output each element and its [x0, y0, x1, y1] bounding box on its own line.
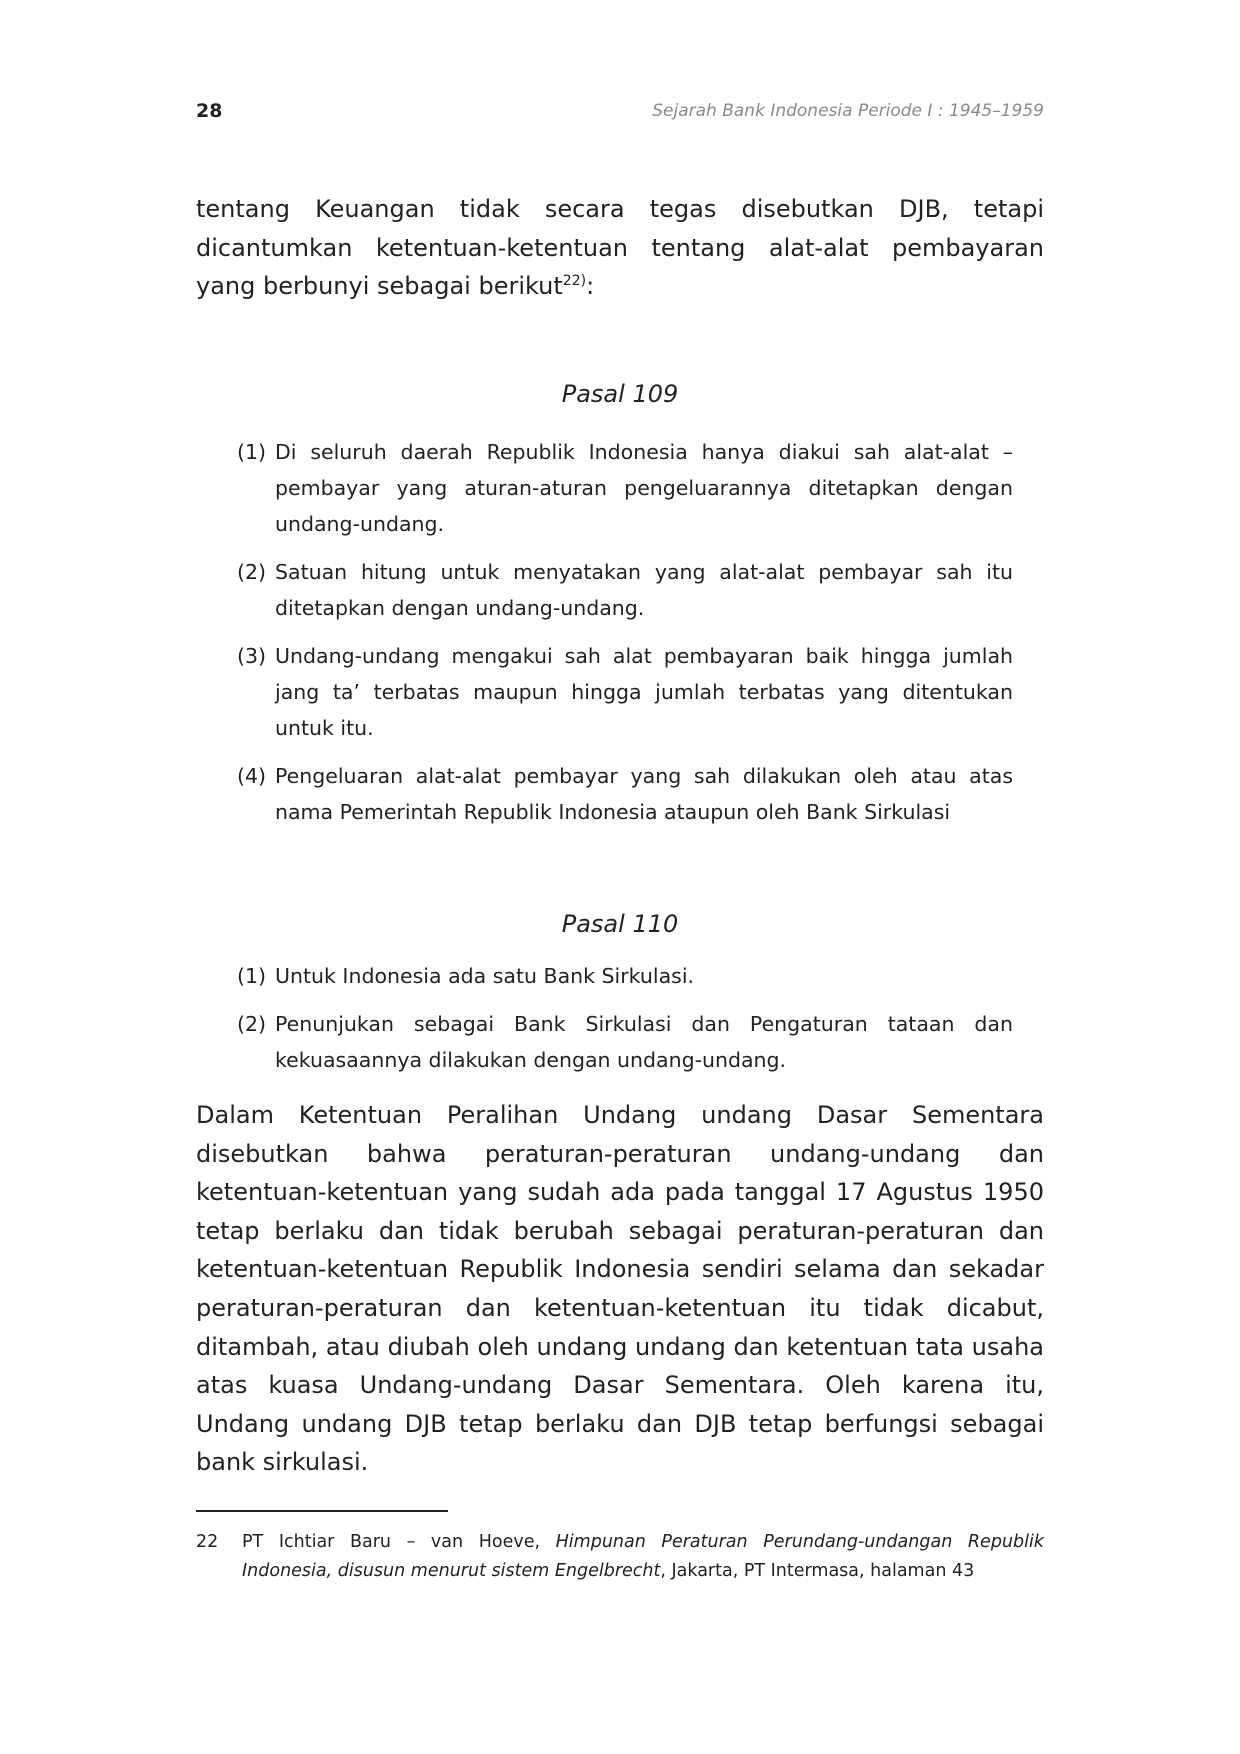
clause-item	[237, 554, 1013, 626]
intro-colon: :	[586, 272, 595, 300]
clause-number: (1)	[237, 440, 267, 464]
clause-item	[237, 958, 1013, 994]
intro-text: tentang Keuangan tidak secara tegas disebutkan DJB, tetapi dicantumkan ketentuan-ketentuan tentang alat-alat pembayaran yang berbunyi sebagai berikut	[196, 195, 1044, 300]
footnote-publisher: PT Ichtiar Baru – van Hoeve,	[242, 1532, 556, 1552]
footnote-reference[interactable]: 22)	[562, 273, 587, 289]
clause-item	[237, 434, 1013, 542]
clause-item	[237, 758, 1013, 830]
article-title-109: Pasal 109	[561, 380, 679, 408]
intro-paragraph	[196, 190, 1044, 306]
article-title-110: Pasal 110	[561, 910, 679, 938]
clause-number: (3)	[237, 644, 267, 668]
clause-number: (2)	[237, 1012, 267, 1036]
article-109-clauses	[237, 434, 1013, 842]
footnote-book-title: Himpunan Peraturan Perundang-undangan Republik Indonesia, disusun menurut sistem Engelbrecht	[242, 1532, 1044, 1581]
conclusion-paragraph: Dalam Ketentuan Peralihan Undang undang Dasar Sementara disebutkan bahwa peraturan-peraturan undang-undang dan ketentuan-ketentuan yang sudah ada pada tanggal 17 Agustus 1950 tetap berlaku dan tidak berubah sebagai peraturan-peraturan dan ketentuan-ketentuan Republik Indonesia sendiri selama dan sekadar peraturan-peraturan dan ketentuan-ketentuan itu tidak dicabut, ditambah, atau diubah oleh undang undang dan ketentuan tata usaha atas kuasa Undang-undang Dasar Sementara. Oleh karena itu, Undang undang DJB tetap berlaku dan DJB tetap berfungsi sebagai bank sirkulasi.	[196, 1101, 1044, 1477]
clause-text: Di seluruh daerah Republik Indonesia hanya diakui sah alat-alat – pembayar yang aturan-aturan pengeluarannya ditetapkan dengan undang-undang.	[275, 440, 1013, 536]
clause-text: Undang-undang mengakui sah alat pembayaran baik hingga jumlah jang ta’ terbatas maupun hingga jumlah terbatas yang ditentukan untuk itu.	[275, 644, 1013, 740]
footnote-text	[242, 1528, 1044, 1586]
footnote	[196, 1528, 1044, 1586]
page-number: 28	[196, 100, 223, 122]
clause-text: Untuk Indonesia ada satu Bank Sirkulasi.	[275, 964, 695, 988]
clause-item	[237, 1006, 1013, 1078]
clause-number: (1)	[237, 964, 267, 988]
clause-text: Satuan hitung untuk menyatakan yang alat-alat pembayar sah itu ditetapkan dengan undang-undang.	[275, 560, 1013, 620]
clause-item	[237, 638, 1013, 746]
footnote-number: 22	[196, 1532, 219, 1552]
clause-text: Penunjukan sebagai Bank Sirkulasi dan Pengaturan tataan dan kekuasaannya dilakukan dengan undang-undang.	[275, 1012, 1013, 1072]
clause-number: (4)	[237, 764, 267, 788]
clause-number: (2)	[237, 560, 267, 584]
clause-text: Pengeluaran alat-alat pembayar yang sah dilakukan oleh atau atas nama Pemerintah Republik Indonesia ataupun oleh Bank Sirkulasi	[275, 764, 1013, 824]
running-header: Sejarah Bank Indonesia Periode I : 1945–1959	[652, 101, 1044, 121]
article-110-clauses	[237, 958, 1013, 1090]
footnote-divider	[196, 1510, 448, 1512]
footnote-details: , Jakarta, PT Intermasa, halaman 43	[660, 1561, 975, 1581]
